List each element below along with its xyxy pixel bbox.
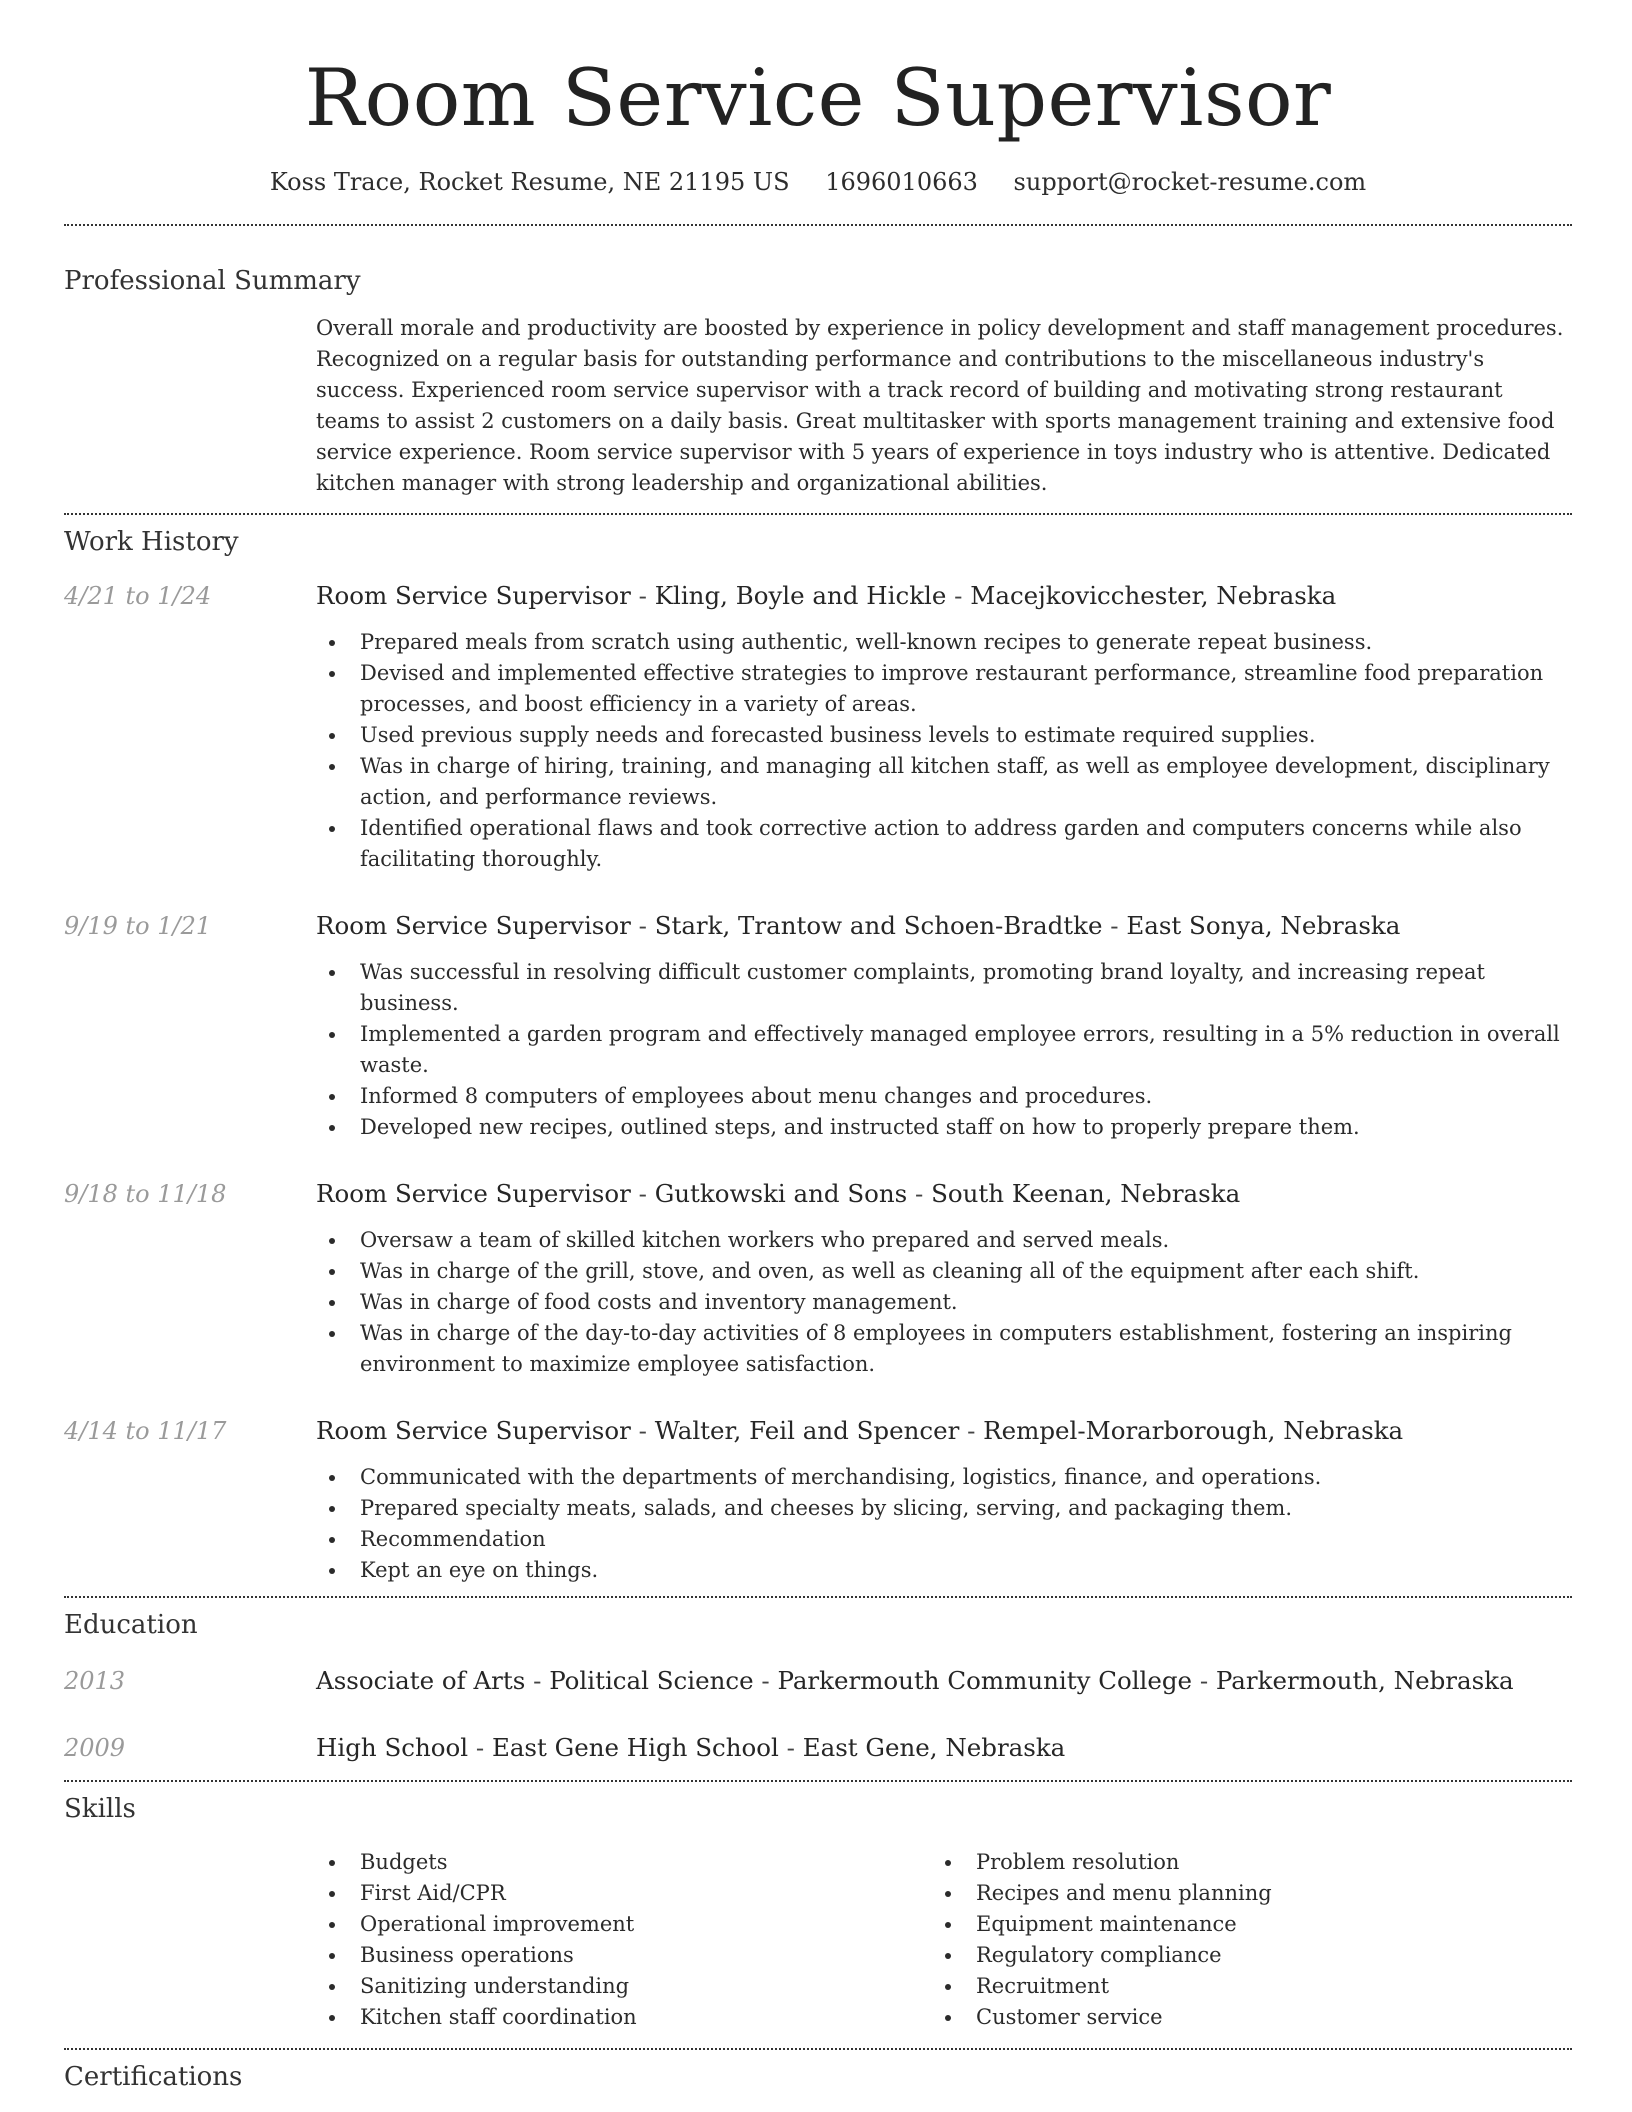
- list-item: Used previous supply needs and forecasted business levels to estimate required supplies.: [316, 720, 1572, 751]
- contact-line: [64, 166, 1572, 198]
- divider: [64, 1596, 1572, 1598]
- job-company: Gutkowski and Sons: [654, 1179, 908, 1208]
- job-entry: [64, 1177, 1572, 1380]
- education-degree: High School: [316, 1733, 469, 1762]
- education-year: 2013: [64, 1667, 126, 1695]
- resume-page: [64, 0, 1572, 2094]
- list-item: Informed 8 computers of employees about menu changes and procedures.: [316, 1081, 1572, 1112]
- list-item: Problem resolution: [932, 1847, 1548, 1878]
- list-item: Was in charge of the day-to-day activities of 8 employees in computers establishment, fostering an inspiring environment to maximize employee satisfaction.: [316, 1318, 1572, 1380]
- list-item: Sanitizing understanding: [316, 1971, 932, 2002]
- job-role: Room Service Supervisor: [316, 581, 631, 610]
- job-date: 9/18 to 11/18: [64, 1180, 227, 1208]
- list-item: Oversaw a team of skilled kitchen workers who prepared and served meals.: [316, 1225, 1572, 1256]
- job-bullets: [316, 1462, 1572, 1586]
- job-heading: Room Service Supervisor - Kling, Boyle and Hickle - Macejkovicchester, Nebraska: [316, 581, 1337, 610]
- divider: [64, 2048, 1572, 2050]
- job-location: East Sonya, Nebraska: [1126, 911, 1401, 940]
- list-item: Was in charge of food costs and inventory management.: [316, 1287, 1572, 1318]
- list-item: Business operations: [316, 1940, 932, 1971]
- job-entry: [64, 909, 1572, 1143]
- education-heading: High School - East Gene High School - East Gene, Nebraska: [316, 1733, 1066, 1762]
- list-item: Recruitment: [932, 1971, 1548, 2002]
- list-item: Prepared meals from scratch using authentic, well-known recipes to generate repeat business.: [316, 627, 1572, 658]
- list-item: Budgets: [316, 1847, 932, 1878]
- list-item: Operational improvement: [316, 1909, 932, 1940]
- list-item: Communicated with the departments of merchandising, logistics, finance, and operations.: [316, 1462, 1572, 1493]
- job-entry: [64, 1414, 1572, 1586]
- skills-column-right: [932, 1847, 1548, 2033]
- job-company: Stark, Trantow and Schoen-Bradtke: [654, 911, 1103, 940]
- education-school: Parkermouth Community College: [777, 1666, 1193, 1695]
- education-heading: Associate of Arts - Political Science - Parkermouth Community College - Parkermouth, Nebraska: [316, 1666, 1514, 1695]
- list-item: Recommendation: [316, 1524, 1572, 1555]
- job-company: Kling, Boyle and Hickle: [654, 581, 947, 610]
- list-item: Identified operational flaws and took corrective action to address garden and computers concerns while also facilitating thoroughly.: [316, 813, 1572, 875]
- list-item: Implemented a garden program and effectively managed employee errors, resulting in a 5% reduction in overall waste.: [316, 1019, 1572, 1081]
- job-location: South Keenan, Nebraska: [931, 1179, 1241, 1208]
- job-role: Room Service Supervisor: [316, 911, 631, 940]
- summary-text: Overall morale and productivity are boosted by experience in policy development and staff management procedures. Recognized on a regular basis for outstanding performance and contributions to the miscellaneous industry's success. Experienced room service supervisor with a track record of building and motivating strong restaurant teams to assist 2 customers on a daily basis. Great multitasker with sports management training and extensive food service experience. Room service supervisor with 5 years of experience in toys industry who is attentive. Dedicated kitchen manager with strong leadership and organizational abilities.: [316, 316, 1564, 495]
- list-item: Was in charge of the grill, stove, and oven, as well as cleaning all of the equipment after each shift.: [316, 1256, 1572, 1287]
- job-bullets: [316, 627, 1572, 875]
- job-bullets: [316, 1225, 1572, 1380]
- job-heading: Room Service Supervisor - Stark, Trantow and Schoen-Bradtke - East Sonya, Nebraska: [316, 911, 1401, 940]
- education-year: 2009: [64, 1734, 126, 1762]
- list-item: Was in charge of hiring, training, and managing all kitchen staff, as well as employee development, disciplinary action, and performance reviews.: [316, 751, 1572, 813]
- job-heading: Room Service Supervisor - Walter, Feil and Spencer - Rempel-Morarborough, Nebraska: [316, 1416, 1404, 1445]
- list-item: Regulatory compliance: [932, 1940, 1548, 1971]
- skills-column-left: [316, 1847, 932, 2033]
- education-degree: Associate of Arts: [316, 1666, 526, 1695]
- list-item: Recipes and menu planning: [932, 1878, 1548, 1909]
- list-item: Kept an eye on things.: [316, 1555, 1572, 1586]
- job-company: Walter, Feil and Spencer: [654, 1416, 960, 1445]
- section-title-skills: Skills: [64, 1794, 136, 1824]
- education-field: Political Science: [549, 1666, 754, 1695]
- section-title-education: Education: [64, 1610, 198, 1640]
- list-item: Devised and implemented effective strategies to improve restaurant performance, streamline food preparation processes, and boost efficiency in a variety of areas.: [316, 658, 1572, 720]
- section-title-certifications: Certifications: [64, 2062, 243, 2092]
- job-role: Room Service Supervisor: [316, 1416, 631, 1445]
- job-date: 4/21 to 1/24: [64, 582, 212, 610]
- list-item: First Aid/CPR: [316, 1878, 932, 1909]
- education-entry: [64, 1664, 1572, 1698]
- list-item: Was successful in resolving difficult customer complaints, promoting brand loyalty, and increasing repeat business.: [316, 957, 1572, 1019]
- list-item: Customer service: [932, 2002, 1548, 2033]
- job-heading: Room Service Supervisor - Gutkowski and Sons - South Keenan, Nebraska: [316, 1179, 1241, 1208]
- job-date: 9/19 to 1/21: [64, 912, 212, 940]
- education-school: East Gene High School: [491, 1733, 779, 1762]
- job-bullets: [316, 957, 1572, 1143]
- skills-grid: [316, 1847, 1572, 2033]
- list-item: Developed new recipes, outlined steps, and instructed staff on how to properly prepare them.: [316, 1112, 1572, 1143]
- job-date: 4/14 to 11/17: [64, 1417, 227, 1445]
- list-item: Kitchen staff coordination: [316, 2002, 932, 2033]
- job-location: Rempel-Morarborough, Nebraska: [983, 1416, 1404, 1445]
- job-location: Macejkovicchester, Nebraska: [970, 581, 1337, 610]
- job-role: Room Service Supervisor: [316, 1179, 631, 1208]
- divider: [64, 224, 1572, 226]
- section-title-work: Work History: [64, 527, 239, 557]
- education-location: Parkermouth, Nebraska: [1215, 1666, 1514, 1695]
- divider: [64, 1780, 1572, 1782]
- list-item: Equipment maintenance: [932, 1909, 1548, 1940]
- divider: [64, 513, 1572, 515]
- job-entry: [64, 579, 1572, 875]
- resume-name: Room Service Supervisor: [304, 52, 1332, 144]
- contact-address: Koss Trace, Rocket Resume, NE 21195 US: [269, 168, 790, 196]
- contact-phone: 1696010663: [825, 168, 978, 196]
- contact-email: support@rocket-resume.com: [1013, 168, 1367, 196]
- section-title-summary: Professional Summary: [64, 266, 361, 296]
- list-item: Prepared specialty meats, salads, and cheeses by slicing, serving, and packaging them.: [316, 1493, 1572, 1524]
- education-entry: [64, 1731, 1572, 1765]
- education-location: East Gene, Nebraska: [802, 1733, 1066, 1762]
